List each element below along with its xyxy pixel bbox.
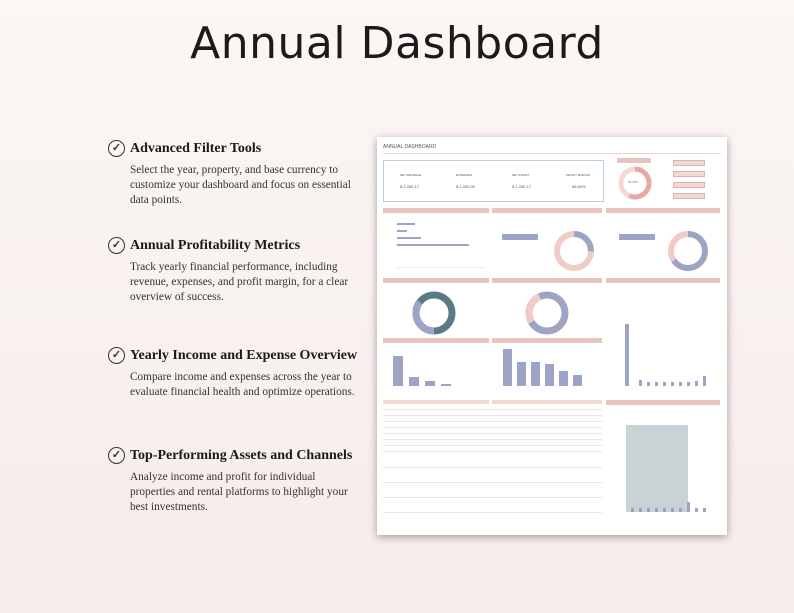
chart-bar bbox=[545, 364, 554, 386]
feature-heading: Advanced Filter Tools bbox=[130, 140, 262, 156]
feature-heading: Yearly Income and Expense Overview bbox=[130, 347, 358, 363]
feature-heading: Top-Performing Assets and Channels bbox=[130, 447, 353, 463]
chart-bar bbox=[679, 508, 682, 512]
chart-bar bbox=[695, 508, 698, 512]
chart-bar bbox=[687, 502, 690, 512]
chart-bar bbox=[655, 508, 658, 512]
revenue-donut bbox=[551, 228, 597, 274]
table-row bbox=[383, 467, 602, 468]
feature-text: Select the year, property, and base currency to customize your dashboard and focus on essential data points. bbox=[130, 164, 351, 206]
chart-bar bbox=[397, 230, 407, 232]
table-row bbox=[383, 512, 602, 513]
feature-item bbox=[108, 347, 358, 400]
chart-bar bbox=[695, 381, 698, 386]
kpi-label: NET PROFIT bbox=[512, 173, 530, 177]
kpi-value: 56.60% bbox=[572, 184, 586, 189]
chart-bar bbox=[397, 244, 469, 246]
table-row bbox=[383, 497, 602, 498]
chart-bar bbox=[397, 223, 415, 225]
chart-bar bbox=[639, 380, 642, 386]
feature-item bbox=[108, 447, 358, 515]
page-title: Annual Dashboard bbox=[190, 18, 604, 69]
chart-bar bbox=[393, 356, 403, 386]
year-filter[interactable] bbox=[673, 160, 705, 166]
section-header bbox=[606, 208, 720, 213]
chart-bar bbox=[663, 508, 666, 512]
currency-filter[interactable] bbox=[673, 182, 705, 188]
feature-heading: Annual Profitability Metrics bbox=[130, 237, 301, 253]
table-row bbox=[383, 445, 602, 446]
section-header bbox=[492, 278, 602, 283]
section-header bbox=[606, 278, 720, 283]
check-circle-icon: ✓ bbox=[108, 447, 125, 464]
chart-bar bbox=[441, 384, 451, 386]
table-header bbox=[492, 400, 602, 404]
chart-bar bbox=[517, 362, 526, 386]
donut-value: 56.60% bbox=[628, 180, 639, 184]
table-row bbox=[383, 427, 602, 428]
check-circle-icon: ✓ bbox=[108, 237, 125, 254]
label-box bbox=[619, 234, 655, 240]
feature-item bbox=[108, 237, 358, 305]
income-by-channel-donut bbox=[523, 289, 571, 337]
section-header bbox=[383, 208, 489, 213]
chart-bar bbox=[425, 381, 435, 386]
feature-text: Analyze income and profit for individual properties and rental platforms to highlight your best investments. bbox=[130, 471, 348, 513]
section-header bbox=[383, 338, 489, 343]
property-filter[interactable] bbox=[673, 171, 705, 177]
table-row bbox=[383, 409, 602, 410]
label-box bbox=[502, 234, 538, 240]
kpi-value: $ 1,330.17 bbox=[512, 184, 531, 189]
chart-bar bbox=[671, 382, 674, 386]
income-by-property-donut bbox=[410, 289, 458, 337]
table-row bbox=[383, 451, 602, 452]
chart-bar bbox=[625, 324, 629, 386]
check-circle-icon: ✓ bbox=[108, 140, 125, 157]
chart-bar bbox=[655, 382, 658, 386]
expense-donut bbox=[665, 228, 711, 274]
chart-bar bbox=[703, 508, 706, 512]
chart-bar bbox=[559, 371, 568, 386]
check-circle-icon: ✓ bbox=[108, 347, 125, 364]
feature-item bbox=[108, 140, 358, 208]
section-header bbox=[492, 208, 602, 213]
kpi-value: $ 1,020.00 bbox=[456, 184, 475, 189]
feature-text: Track yearly financial performance, including revenue, expenses, and profit margin, for a clear overview of success. bbox=[130, 261, 349, 303]
section-header bbox=[383, 278, 489, 283]
kpi-panel bbox=[383, 160, 604, 202]
chart-bar bbox=[671, 508, 674, 512]
chart-bar bbox=[397, 237, 421, 239]
table-row bbox=[383, 433, 602, 434]
table-row bbox=[383, 415, 602, 416]
section-header bbox=[617, 158, 651, 163]
table-row bbox=[383, 439, 602, 440]
chart-bar bbox=[703, 376, 706, 386]
axis-line bbox=[397, 267, 485, 268]
chart-bar bbox=[647, 382, 650, 386]
chart-bar bbox=[647, 508, 650, 512]
table-row bbox=[383, 421, 602, 422]
chart-bar bbox=[631, 508, 634, 512]
dashboard-preview bbox=[377, 137, 727, 535]
chart-area bbox=[626, 425, 688, 512]
chart-bar bbox=[573, 375, 582, 386]
chart-bar bbox=[531, 362, 540, 386]
kpi-label: EXPENSES bbox=[456, 173, 473, 177]
section-header bbox=[606, 400, 720, 405]
table-row bbox=[383, 482, 602, 483]
section-header bbox=[492, 338, 602, 343]
kpi-label: PROFIT MARGIN bbox=[566, 173, 590, 177]
table-header bbox=[383, 400, 489, 404]
sheet-title: ANNUAL DASHBOARD bbox=[383, 144, 437, 150]
chart-bar bbox=[687, 382, 690, 386]
chart-bar bbox=[639, 508, 642, 512]
kpi-value: $ 2,350.17 bbox=[400, 184, 419, 189]
kpi-label: NET REVENUE bbox=[400, 173, 422, 177]
extra-filter[interactable] bbox=[673, 193, 705, 199]
chart-bar bbox=[663, 382, 666, 386]
divider bbox=[383, 153, 721, 154]
feature-text: Compare income and expenses across the year to evaluate financial health and optimize operations. bbox=[130, 371, 355, 398]
chart-bar bbox=[503, 349, 512, 386]
chart-bar bbox=[679, 382, 682, 386]
chart-bar bbox=[409, 377, 419, 386]
